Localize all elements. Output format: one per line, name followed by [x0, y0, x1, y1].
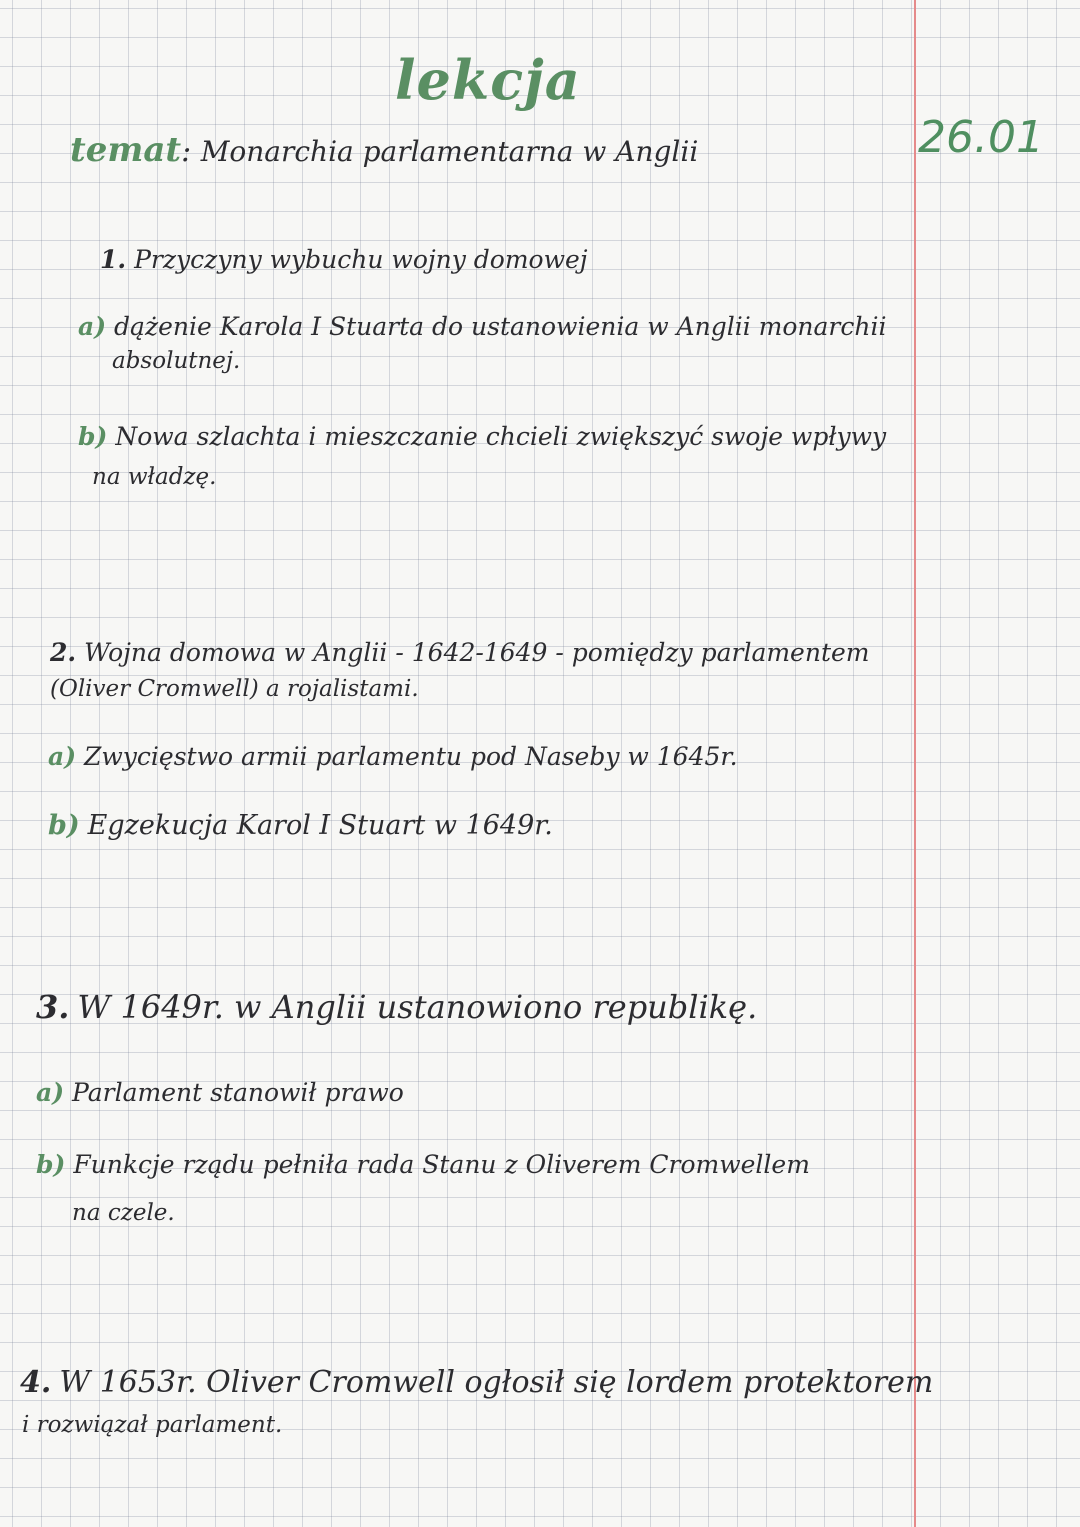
section-3-item-a [36, 1078, 404, 1107]
section-4-title-cont: i rozwiązał parlament. [22, 1412, 283, 1438]
item-text: Egzekucja Karol I Stuart w 1649r. [87, 810, 553, 841]
section-number: 3. [36, 988, 70, 1026]
section-title-text: Wojna domowa w Anglii - 1642-1649 - pomiędzy parlamentem [84, 638, 870, 667]
item-marker: b) [78, 422, 108, 451]
item-text: dążenie Karola I Stuarta do ustanowienia w Anglii monarchii [114, 312, 887, 341]
item-marker: a) [78, 312, 107, 341]
section-2-item-a [48, 742, 738, 771]
section-number: 1. [100, 245, 127, 274]
section-2-item-b [48, 810, 553, 841]
lesson-topic [70, 130, 698, 170]
section-2-title [50, 638, 870, 667]
item-text: Parlament stanowił prawo [72, 1078, 404, 1107]
section-1-item-b-cont: na władzę. [92, 464, 217, 490]
section-3-title [36, 988, 757, 1026]
item-marker: b) [48, 810, 80, 841]
item-marker: a) [36, 1078, 65, 1107]
section-title-text: W 1649r. w Anglii ustanowiono republikę. [77, 988, 758, 1026]
margin-line [914, 0, 916, 1527]
section-1-item-a-cont: absolutnej. [112, 348, 241, 374]
topic-label: temat [70, 130, 182, 170]
lesson-date: 26.01 [918, 112, 1044, 163]
item-text: Funkcje rządu pełniła rada Stanu z Oliverem Cromwellem [73, 1150, 810, 1179]
item-text: Zwycięstwo armii parlamentu pod Naseby w 1645r. [84, 742, 738, 771]
section-title-text: W 1653r. Oliver Cromwell ogłosił się lordem protektorem [59, 1365, 934, 1400]
topic-separator: : [181, 134, 192, 169]
topic-text: Monarchia parlamentarna w Anglii [200, 135, 699, 168]
page-heading: lekcja [395, 48, 581, 112]
section-1-item-a [78, 312, 886, 341]
section-title-text: Przyczyny wybuchu wojny domowej [134, 245, 588, 274]
item-text: Nowa szlachta i mieszczanie chcieli zwiększyć swoje wpływy [115, 422, 887, 451]
section-1-title [100, 245, 588, 274]
item-marker: b) [36, 1150, 66, 1179]
section-3-item-b [36, 1150, 810, 1179]
section-3-item-b-cont: na czele. [72, 1200, 175, 1226]
item-marker: a) [48, 742, 77, 771]
section-number: 2. [50, 638, 77, 667]
section-2-title-cont: (Oliver Cromwell) a rojalistami. [50, 676, 419, 702]
section-number: 4. [20, 1365, 52, 1400]
section-1-item-b [78, 422, 886, 451]
section-4-title [20, 1365, 933, 1400]
